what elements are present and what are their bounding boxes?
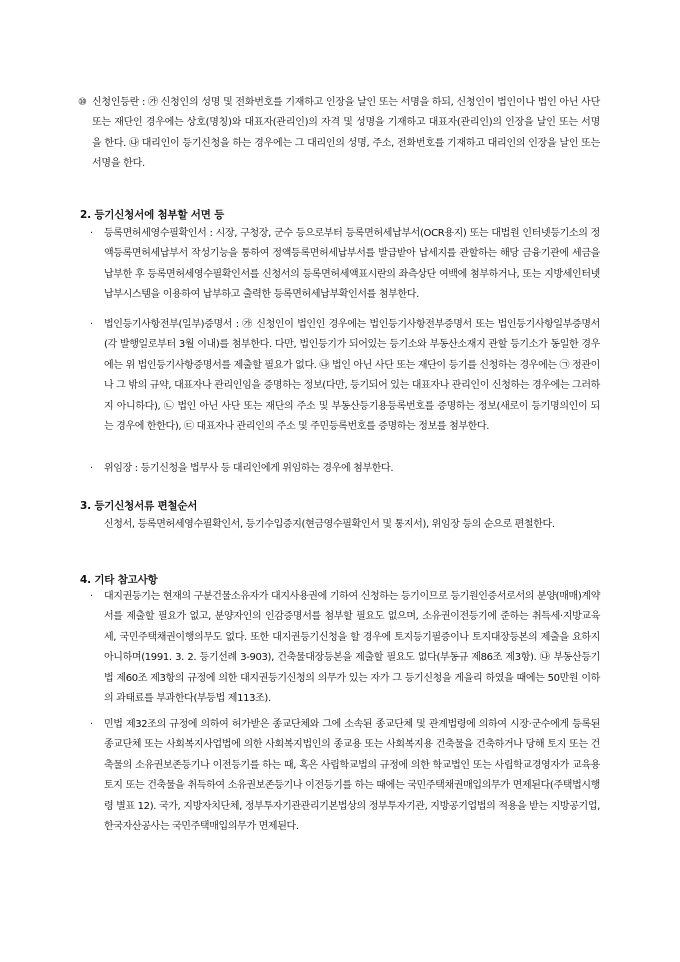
section-2-bullet <box>90 315 600 437</box>
bullet-text: 민법 제32조의 규정에 의하여 허가받은 종교단체와 그에 소속된 종교단체 및 관계법령에 의하여 시장·군수에게 등록된 종교단체 또는 사회복지사업법에 의한 사회복지법인의 종교용 또는 사회복지용 건축물을 건축하거나 당해 토지 또는 건축물의 소유권보존등기나 이전등기를 하는 때, 혹은 사립학교법의 규정에 의한 학교법인 또는 사립학교경영자가 교육용 토지 또는 건축물을 취득하여 소유권보존등기나 이전등기를 하는 때에는 국민주택채권매입의무가 면제된다(주택법시행령 별표 12). 국가, 지방자치단체, 정부투자기관관리기본법상의 정부투자기관, 지방공기업법의 적용을 받는 지방공기업, 한국자산공사는 국민주택매입의무가 면제된다. <box>104 719 600 833</box>
bullet-mark: · <box>90 463 93 474</box>
section-2-bullet <box>90 224 600 306</box>
section-3-heading: 3. 등기신청서류 편철순서 <box>80 500 198 512</box>
bullet-mark: · <box>90 591 93 602</box>
section-4-heading: 4. 기타 참고사항 <box>80 574 158 586</box>
bullet-mark: · <box>90 319 93 330</box>
section-3-text: 신청서, 등록면허세영수필확인서, 등기수입증지(현금영수필확인서 및 통지서), 위임장 등의 순으로 편철한다. <box>104 519 555 530</box>
bullet-mark: · <box>90 719 93 730</box>
section-4-bullet <box>90 715 600 837</box>
item-10-text: 신청인등란 : ㉮ 신청인의 성명 및 전화번호를 기재하고 인장을 날인 또는 서명을 하되, 신청인이 법인이나 법인 아닌 사단 또는 재단인 경우에는 상호(명칭)와 대표자(관리인)의 자격 및 성명을 기재하고 대표자(관리인)의 인장을 날인 또는 서명을 한다. ㉯ 대리인이 등기신청을 하는 경우에는 그 대리인의 성명, 주소, 전화번호를 기재하고 대리인의 인장을 날인 또는 서명을 한다. <box>92 97 600 170</box>
bullet-text: 대지권등기는 현재의 구분건물소유자가 대지사용권에 기하여 신청하는 등기이므로 등기원인증서로서의 분양(매매)계약서를 제출할 필요가 없고, 분양자인의 인감증명서를 첨부할 필요도 없으며, 소유권이전등기에 준하는 취득세·지방교육세, 국민주택채권이행의무도 없다. 또한 대지권등기신청을 할 경우에 토지등기필증이나 토지대장등본의 제출을 요하지 아니하며(1991. 3. 2. 등기선례 3-903), 건축물대장등본을 제출할 필요도 없다(부동규 제86조 제3항). ㉯ 부동산등기법 제60조 제3항의 규정에 의한 대지권등기신청의 의무가 있는 자가 그 등기신청을 게을리 하였을 때에는 50만원 이하의 과태료를 부과한다(부등법 제113조). <box>104 591 600 705</box>
item-10-applicant-field <box>78 93 600 175</box>
bullet-text: 등록면허세영수필확인서 : 시장, 구청장, 군수 등으로부터 등록면허세납부서(OCR용지) 또는 대법원 인터넷등기소의 정액등록면허세납부서 작성기능을 통하여 정액등록면허세납부서를 발급받아 납세지를 관할하는 해당 금융기관에 세금을 납부한 후 등록면허세영수필확인서를 신청서의 등록면허세액표시란의 좌측상단 여백에 첨부하거나, 또는 지방세인터넷납부시스템을 이용하여 납부하고 출력한 등록면허세납부확인서를 첨부한다. <box>104 228 600 301</box>
bullet-text: 위임장 : 등기신청을 법무사 등 대리인에게 위임하는 경우에 첨부한다. <box>104 463 394 474</box>
bullet-text: 법인등기사항전부(일부)증명서 : ㉮ 신청인이 법인인 경우에는 법인등기사항전부증명서 또는 법인등기사항일부증명서(각 발행일로부터 3월 이내)를 첨부한다. 다만, 법인등기가 되어있는 등기소와 부동산소재지 관할 등기소가 동일한 경우에는 위 법인등기사항증명서를 제출할 필요가 없다. ㉯ 법인 아닌 사단 또는 재단이 등기를 신청하는 경우에는 ㉠ 정관이나 그 밖의 규약, 대표자나 관리인임을 증명하는 정보(다만, 등기되어 있는 대표자나 관리인이 신청하는 경우에는 그러하지 아니하다), ㉡ 법인 아닌 사단 또는 재단의 주소 및 부동산등기용등록번호를 증명하는 정보(새로이 등기명의인이 되는 경우에 한한다), ㉢ 대표자나 관리인의 주소 및 주민등록번호를 증명하는 정보를 첨부한다. <box>104 319 600 433</box>
section-4-bullet <box>90 587 600 709</box>
section-2-bullet <box>90 459 600 479</box>
item-10-number: ⑩ <box>78 97 87 108</box>
section-2-heading: 2. 등기신청서에 첨부할 서면 등 <box>80 209 225 221</box>
bullet-mark: · <box>90 228 93 239</box>
